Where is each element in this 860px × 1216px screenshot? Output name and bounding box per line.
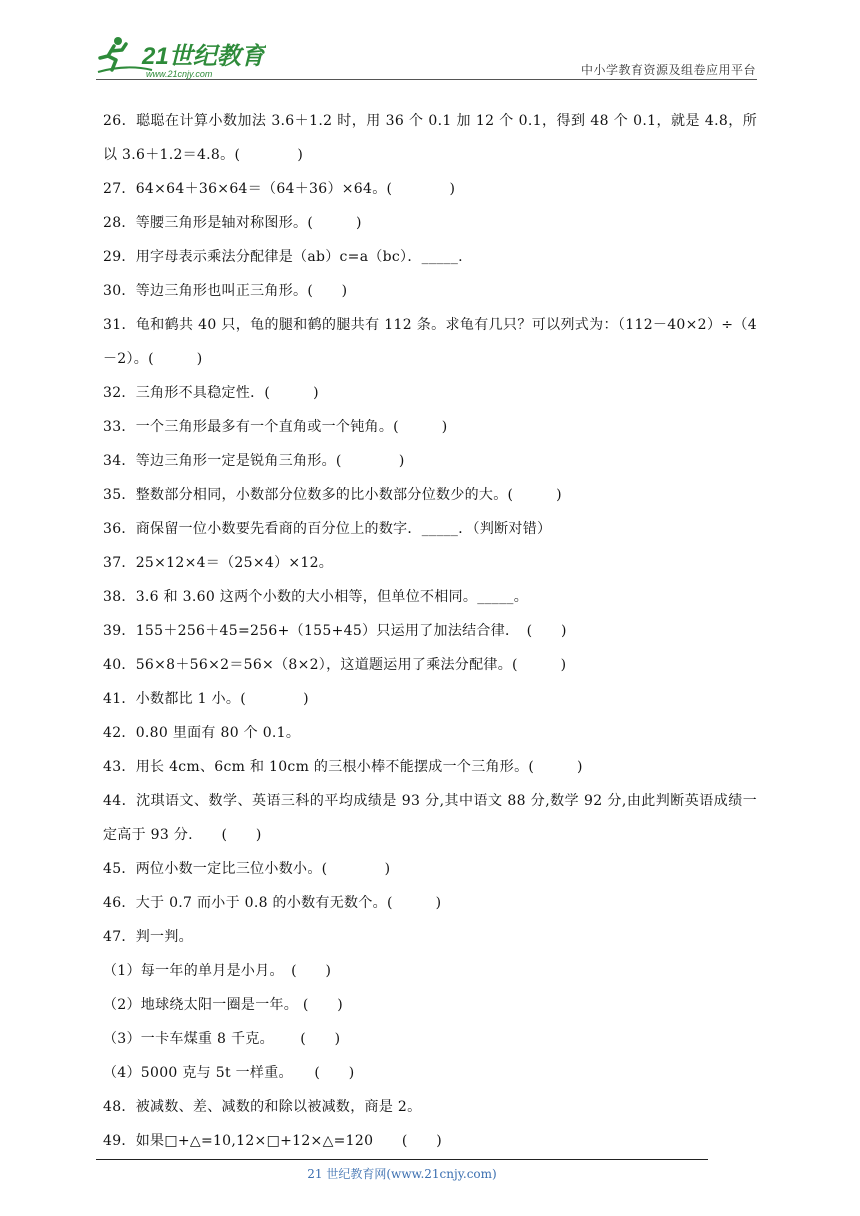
question-28: 28．等腰三角形是轴对称图形。( ) — [103, 215, 362, 231]
question-46: 46．大于 0.7 而小于 0.8 的小数有无数个。( ) — [103, 895, 442, 911]
question-26: 26．聪聪在计算小数加法 3.6＋1.2 时，用 36 个 0.1 加 12 个 0.1，得到 48 个 0.1，就是 4.8，所以 3.6＋1.2＝4.8。( ) — [103, 113, 757, 163]
question-31: 31．龟和鹤共 40 只，龟的腿和鹤的腿共有 112 条。求龟有几只？可以列式为：（112－40×2）÷（4－2）。( ) — [103, 317, 757, 367]
question-47: 47．判一判。 — [103, 929, 193, 945]
footer-divider — [96, 1159, 708, 1160]
question-37: 37．25×12×4＝（25×4）×12。 — [103, 555, 334, 571]
question-47-part-4: （4）5000 克与 5t 一样重。 ( ) — [103, 1065, 355, 1081]
question-48: 48．被减数、差、减数的和除以被减数，商是 2。 — [103, 1099, 422, 1115]
question-32: 32．三角形不具稳定性．( ) — [103, 385, 319, 401]
question-39: 39．155＋256＋45=256+（155+45）只运用了加法结合律． ( ) — [103, 623, 567, 639]
question-47-part-3: （3）一卡车煤重 8 千克。 ( ) — [103, 1031, 341, 1047]
question-29: 29．用字母表示乘法分配律是（ab）c=a（bc）．_____. — [103, 249, 463, 265]
question-41: 41．小数都比 1 小。( ) — [103, 691, 309, 707]
question-44: 44．沈琪语文、数学、英语三科的平均成绩是 93 分,其中语文 88 分,数学 92 分,由此判断英语成绩一定高于 93 分. ( ) — [103, 793, 757, 843]
logo-url: www.21cnjy.com — [146, 69, 213, 79]
question-list — [103, 104, 757, 1158]
header-divider — [96, 79, 757, 80]
platform-title: 中小学教育资源及组卷应用平台 — [580, 63, 756, 77]
question-47-part-1: （1）每一年的单月是小月。 ( ) — [103, 963, 332, 979]
question-30: 30．等边三角形也叫正三角形。( ) — [103, 283, 348, 299]
runner-logo-icon — [96, 34, 266, 80]
question-43: 43．用长 4cm、6cm 和 10cm 的三根小棒不能摆成一个三角形。( ) — [103, 759, 583, 775]
question-36: 36．商保留一位小数要先看商的百分位上的数字．_____．（判断对错） — [103, 521, 552, 537]
question-38: 38．3.6 和 3.60 这两个小数的大小相等，但单位不相同。_____。 — [103, 589, 528, 605]
logo-wordmark: 21世纪教育 — [142, 43, 265, 70]
footer-text: 21 世纪教育网(www.21cnjy.com) — [307, 1167, 497, 1181]
question-45: 45．两位小数一定比三位小数小。( ) — [103, 861, 391, 877]
question-35: 35．整数部分相同，小数部分位数多的比小数部分位数少的大。( ) — [103, 487, 562, 503]
page-header — [0, 0, 860, 82]
question-49: 49．如果□+△=10,12×□+12×△=120 ( ) — [103, 1133, 443, 1149]
question-40: 40．56×8＋56×2＝56×（8×2），这道题运用了乘法分配律。( ) — [103, 657, 567, 673]
question-34: 34．等边三角形一定是锐角三角形。( ) — [103, 453, 405, 469]
question-47-part-2: （2）地球绕太阳一圈是一年。 ( ) — [103, 997, 343, 1013]
logo — [96, 34, 266, 80]
question-27: 27．64×64＋36×64＝（64＋36）×64。( ) — [103, 181, 456, 197]
question-42: 42．0.80 里面有 80 个 0.1。 — [103, 725, 301, 741]
question-33: 33．一个三角形最多有一个直角或一个钝角。( ) — [103, 419, 448, 435]
